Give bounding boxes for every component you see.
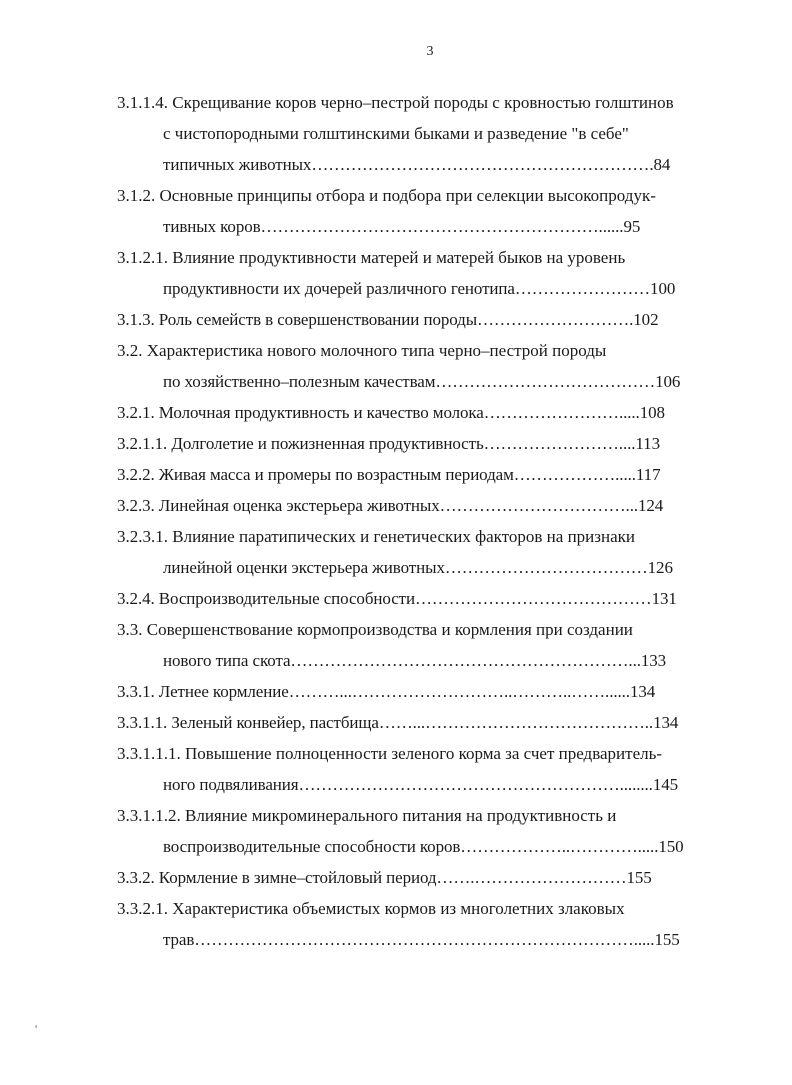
toc-line: ного подвяливания…………………………………………………........145 <box>163 775 679 794</box>
page-number: 3 <box>426 44 434 59</box>
toc-line: линейной оценки экстерьера животных………………………………126 <box>163 558 673 577</box>
toc-line: 3.2.2. Живая масса и промеры по возрастным периодам……………….....117 <box>117 465 661 484</box>
toc-line: нового типа скота……………………………………………………...133 <box>163 651 667 670</box>
toc-line: 3.3.1.1.1. Повышение полноценности зеленого корма за счет предваритель- <box>117 744 663 763</box>
toc-line: 3.3.1.1.2. Влияние микроминерального питания на продуктивность и <box>117 806 617 825</box>
toc-line: тивных коров……………………………………………………......95 <box>163 217 641 236</box>
toc-line: 3.3.2.1. Характеристика объемистых кормов из многолетних злаковых <box>117 899 625 918</box>
toc-line: 3.2.3. Линейная оценка экстерьера животных……………………………...124 <box>117 496 664 515</box>
toc-line: 3.1.3. Роль семейств в совершенствовании породы……………………….102 <box>117 310 659 329</box>
toc-line: 3.3.1.1. Зеленый конвейер, пастбища……...…………………………………..134 <box>117 713 679 732</box>
toc-line: 3.2.1.1. Долголетие и пожизненная продуктивность……………………....113 <box>117 434 660 453</box>
toc-line: трав…………………………………………………………………….....155 <box>163 930 680 949</box>
toc-line: 3.2.3.1. Влияние паратипических и генетических факторов на признаки <box>117 527 635 546</box>
toc-line: 3.3.2. Кормление в зимне–стойловый период…….………………………155 <box>117 868 652 887</box>
toc-line: 3.1.2. Основные принципы отбора и подбора при селекции высокопродук- <box>117 186 656 205</box>
toc-line: воспроизводительные способности коров………………..………….....150 <box>163 837 684 856</box>
toc-line: с чистопородными голштинскими быками и разведение "в себе" <box>163 124 629 143</box>
toc-line: 3.2. Характеристика нового молочного типа черно–пестрой породы <box>117 341 607 360</box>
toc-line: 3.2.1. Молочная продуктивность и качество молока…………………….....108 <box>117 403 665 422</box>
toc-line: 3.1.2.1. Влияние продуктивности матерей и матерей быков на уровень <box>117 248 626 267</box>
toc-line: по хозяйственно–полезным качествам…………………………………106 <box>163 372 681 391</box>
toc-line: продуктивности их дочерей различного генотипа……………………100 <box>163 279 676 298</box>
toc-line: 3.3.1. Летнее кормление………...………………………..………..……......134 <box>117 682 656 701</box>
toc-line: типичных животных…………………………………………………….84 <box>163 155 671 174</box>
toc-line: 3.3. Совершенствование кормопроизводства и кормления при создании <box>117 620 633 639</box>
corner-mark: ' <box>35 1022 38 1036</box>
toc-line: 3.1.1.4. Скрещивание коров черно–пестрой породы с кровностью голштинов <box>117 93 674 112</box>
toc-line: 3.2.4. Воспроизводительные способности……………………………………131 <box>117 589 677 608</box>
